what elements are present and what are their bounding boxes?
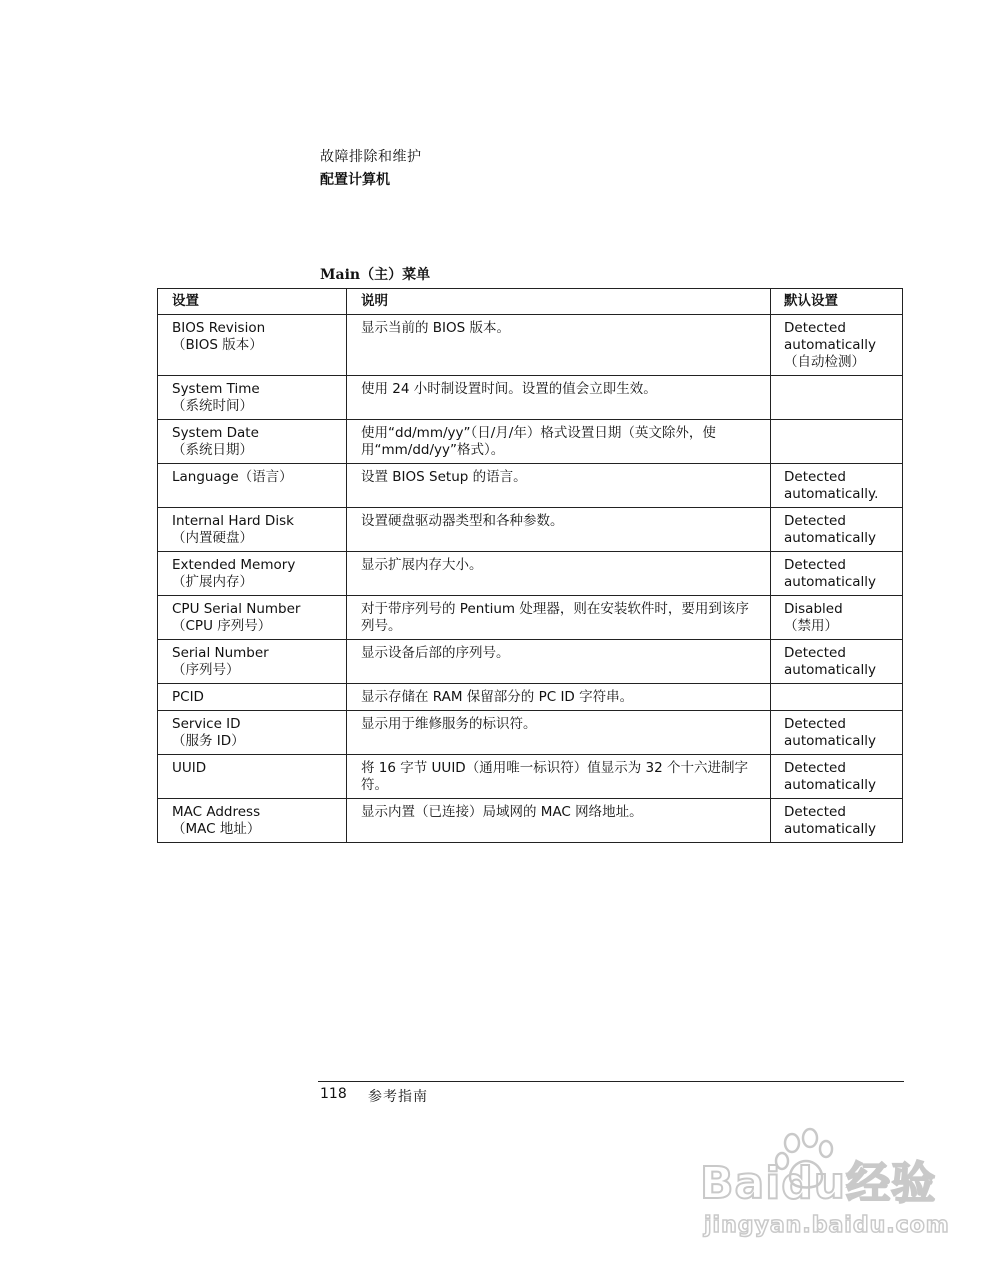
setting-description: 显示扩展内存大小。 <box>347 552 771 596</box>
setting-name: MAC Address <box>172 804 261 820</box>
watermark-url: jingyan.baidu.com <box>704 1213 950 1238</box>
default-value-cell <box>771 376 903 420</box>
table-caption: Main（主）菜单 <box>320 267 431 283</box>
page-number: 118 <box>320 1086 347 1102</box>
default-value: Detected automatically <box>784 513 877 546</box>
setting-name-chinese: （MAC 地址） <box>172 821 261 837</box>
default-value-cell <box>771 596 903 640</box>
table-header-row <box>158 289 903 315</box>
table-row <box>158 684 903 711</box>
default-value-cell <box>771 420 903 464</box>
setting-description: 显示当前的 BIOS 版本。 <box>347 315 771 376</box>
setting-name-cell <box>158 552 347 596</box>
default-value-cell <box>771 552 903 596</box>
setting-name: UUID <box>172 760 207 776</box>
setting-description: 设置硬盘驱动器类型和各种参数。 <box>347 508 771 552</box>
setting-description: 设置 BIOS Setup 的语言。 <box>347 464 771 508</box>
setting-description: 显示存储在 RAM 保留部分的 PC ID 字符串。 <box>347 684 771 711</box>
default-value: Detected automatically. <box>784 469 879 502</box>
default-value: Detected automatically <box>784 645 877 678</box>
default-value: Detected automatically <box>784 557 877 590</box>
column-header-default: 默认设置 <box>771 289 903 315</box>
setting-name-cell <box>158 464 347 508</box>
table-row <box>158 640 903 684</box>
setting-name: Language（语言） <box>172 469 293 485</box>
setting-name-cell <box>158 508 347 552</box>
table-row <box>158 420 903 464</box>
setting-name-cell <box>158 684 347 711</box>
setting-name-chinese: （BIOS 版本） <box>172 337 263 353</box>
setting-name-cell <box>158 420 347 464</box>
default-value-cell <box>771 711 903 755</box>
setting-name: System Time <box>172 381 260 397</box>
setting-name-cell <box>158 755 347 799</box>
default-value-cell <box>771 755 903 799</box>
setting-name-chinese: （内置硬盘） <box>172 530 253 546</box>
setting-description: 对于带序列号的 Pentium 处理器，则在安装软件时，要用到该序列号。 <box>347 596 771 640</box>
footer-rule <box>318 1081 904 1082</box>
setting-name: Internal Hard Disk <box>172 513 294 529</box>
table-row <box>158 464 903 508</box>
setting-name-cell <box>158 596 347 640</box>
setting-description: 使用“dd/mm/yy”（日/月/年）格式设置日期（英文除外，使用“mm/dd/yy”格式）。 <box>347 420 771 464</box>
table-row <box>158 315 903 376</box>
setting-name: BIOS Revision <box>172 320 266 336</box>
table-row <box>158 799 903 843</box>
footer-title: 参考指南 <box>368 1089 428 1105</box>
default-value-cell <box>771 684 903 711</box>
table-row <box>158 552 903 596</box>
setting-name: CPU Serial Number <box>172 601 301 617</box>
setting-name: PCID <box>172 689 204 705</box>
setting-name: Extended Memory <box>172 557 296 573</box>
section-title: 配置计算机 <box>320 172 390 188</box>
setting-name: Serial Number <box>172 645 269 661</box>
setting-name-chinese: （CPU 序列号） <box>172 618 272 634</box>
setting-name-chinese: （扩展内存） <box>172 574 253 590</box>
default-value-cell <box>771 315 903 376</box>
setting-name-chinese: （服务 ID） <box>172 733 245 749</box>
setting-description: 使用 24 小时制设置时间。设置的值会立即生效。 <box>347 376 771 420</box>
setting-name-cell <box>158 711 347 755</box>
default-value-cell <box>771 464 903 508</box>
default-value-cell <box>771 508 903 552</box>
chapter-title: 故障排除和维护 <box>320 149 422 165</box>
default-value-chinese: （禁用） <box>784 618 838 634</box>
setting-description: 显示设备后部的序列号。 <box>347 640 771 684</box>
setting-name-chinese: （系统时间） <box>172 398 253 414</box>
default-value: Detected automatically <box>784 320 877 353</box>
table-row <box>158 711 903 755</box>
table-row <box>158 508 903 552</box>
setting-name-cell <box>158 640 347 684</box>
column-header-setting: 设置 <box>158 289 347 315</box>
setting-description: 显示用于维修服务的标识符。 <box>347 711 771 755</box>
default-value: Detected automatically <box>784 760 877 793</box>
settings-table <box>157 288 903 843</box>
setting-name-chinese: （系统日期） <box>172 442 253 458</box>
setting-name: System Date <box>172 425 259 441</box>
setting-description: 将 16 字节 UUID（通用唯一标识符）值显示为 32 个十六进制字符。 <box>347 755 771 799</box>
table-row <box>158 376 903 420</box>
setting-name-cell <box>158 315 347 376</box>
watermark-logo: Baidu经验 <box>700 1158 937 1209</box>
table-row <box>158 596 903 640</box>
default-value: Disabled <box>784 601 843 617</box>
default-value: Detected automatically <box>784 804 877 837</box>
setting-name-cell <box>158 799 347 843</box>
default-value-chinese: （自动检测） <box>784 354 865 370</box>
table-row <box>158 755 903 799</box>
setting-name-chinese: （序列号） <box>172 662 240 678</box>
setting-name: Service ID <box>172 716 241 732</box>
default-value-cell <box>771 799 903 843</box>
column-header-description: 说明 <box>347 289 771 315</box>
default-value: Detected automatically <box>784 716 877 749</box>
setting-name-cell <box>158 376 347 420</box>
default-value-cell <box>771 640 903 684</box>
setting-description: 显示内置（已连接）局域网的 MAC 网络地址。 <box>347 799 771 843</box>
watermark <box>700 1125 970 1275</box>
